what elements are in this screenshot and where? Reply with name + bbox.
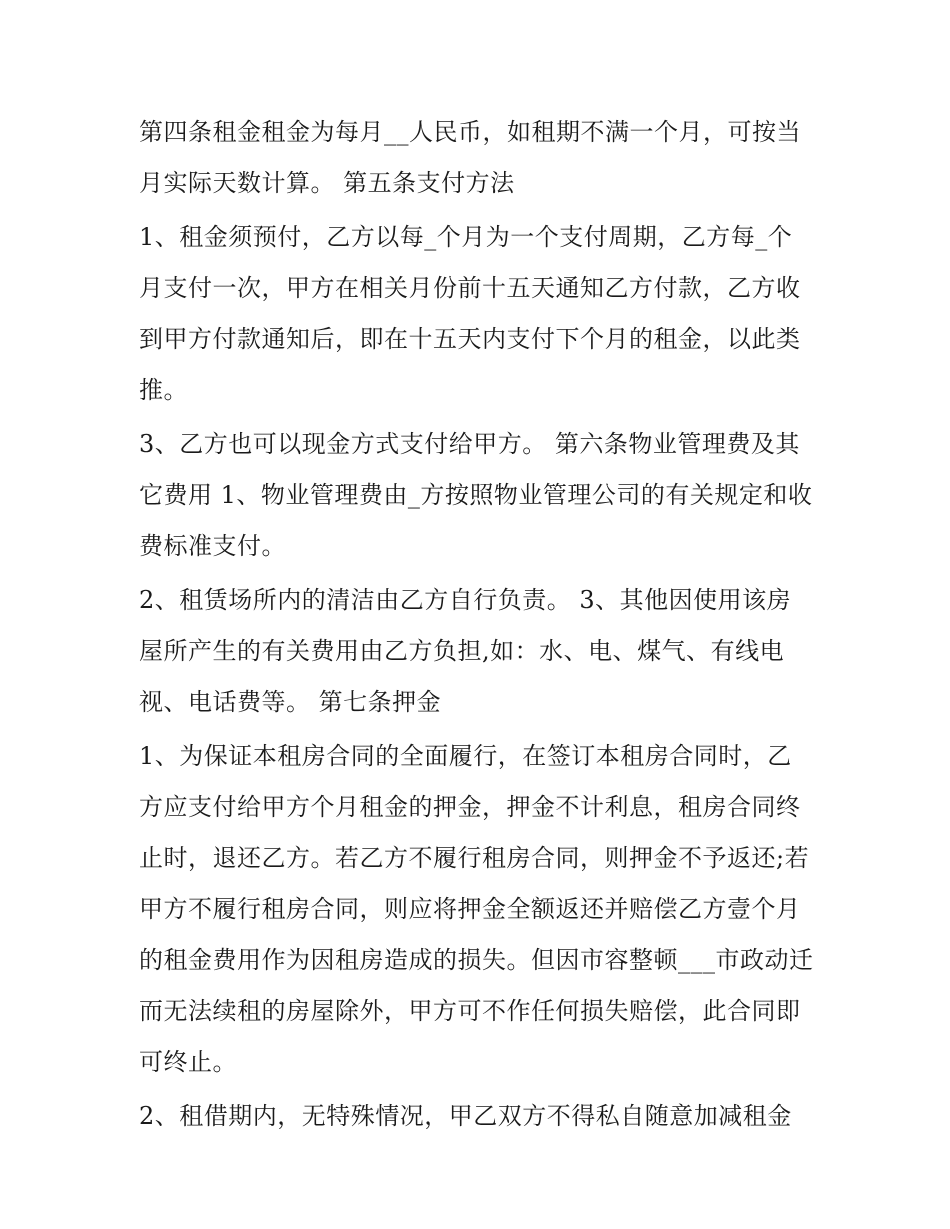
paragraph-rent-changes: 2、租借期内，无特殊情况，甲乙双方不得私自随意加减租金 bbox=[139, 1102, 792, 1130]
paragraph-rent-article-4: 第四条租金租金为每月__人民币，如租期不满一个月，可按当月实际天数计算。 第五条支付方法 bbox=[139, 118, 801, 197]
paragraph-cash-payment-and-fees: 3、乙方也可以现金方式支付给甲方。 第六条物业管理费及其它费用 1、物业管理费由_方按照物业管理公司的有关规定和收费标准支付。 bbox=[139, 430, 813, 560]
document-body bbox=[139, 107, 815, 1142]
paragraph-prepayment: 1、租金须预付，乙方以每_个月为一个支付周期，乙方每_个月支付一次，甲方在相关月份前十五天通知乙方付款，乙方收到甲方付款通知后，即在十五天内支付下个月的租金，以此类推。 bbox=[139, 223, 801, 404]
paragraph-cleaning-and-utilities: 2、租赁场所内的清洁由乙方自行负责。 3、其他因使用该房屋所产生的有关费用由乙方负担,如：水、电、煤气、有线电视、电话费等。 第七条押金 bbox=[139, 586, 792, 716]
paragraph-deposit: 1、为保证本租房合同的全面履行，在签订本租房合同时，乙方应支付给甲方个月租金的押金，押金不计利息，租房合同终止时，退还乙方。若乙方不履行租房合同，则押金不予返还;若甲方不履行租房合同，则应将押金全额返还并赔偿乙方壹个月的租金费用作为因租房造成的损失。但因市容整顿___市政动迁而无法续租的房屋除外，甲方可不作任何损失赔偿，此合同即可终止。 bbox=[139, 742, 814, 1076]
